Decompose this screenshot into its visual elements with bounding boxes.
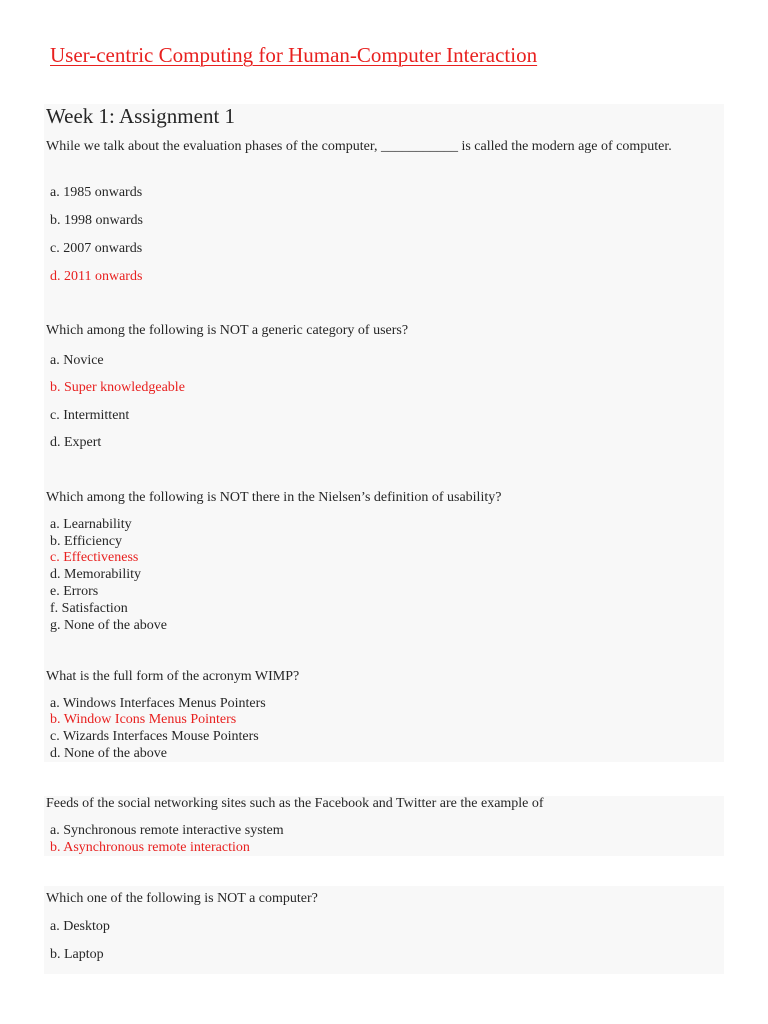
assignment-panel (44, 104, 724, 762)
assignment-title: Week 1: Assignment 1 (46, 104, 236, 128)
answer-option: b. 1998 onwards (50, 213, 143, 228)
answer-option: e. Errors (50, 584, 99, 599)
answer-option: d. None of the above (50, 746, 168, 761)
question-text: Feeds of the social networking sites such as the Facebook and Twitter are the example of (46, 796, 544, 811)
answer-option: c. Intermittent (50, 408, 130, 423)
answer-option: a. Learnability (50, 517, 132, 532)
answer-option: g. None of the above (50, 618, 168, 633)
answer-option: a. Desktop (50, 919, 110, 934)
answer-option: a. Synchronous remote interactive system (50, 823, 284, 838)
answer-option: d. Expert (50, 435, 102, 450)
answer-option: f. Satisfaction (50, 601, 128, 616)
question-text: Which among the following is NOT there in the Nielsen’s definition of usability? (46, 490, 502, 505)
question-text: Which among the following is NOT a generic category of users? (46, 323, 409, 338)
answer-option: b. Efficiency (50, 534, 123, 549)
answer-option: d. Memorability (50, 567, 141, 582)
answer-option: b. Laptop (50, 947, 104, 962)
correct-answer-option: b. Super knowledgeable (50, 380, 185, 395)
question-text: While we talk about the evaluation phases of the computer, ___________ is called the modern age of computer. (46, 139, 672, 154)
question-text: What is the full form of the acronym WIMP? (46, 669, 300, 684)
answer-option: c. 2007 onwards (50, 241, 143, 256)
document-title: User-centric Computing for Human-Computer Interaction (50, 43, 538, 67)
answer-option: a. Windows Interfaces Menus Pointers (50, 696, 266, 711)
correct-answer-option: b. Window Icons Menus Pointers (50, 712, 237, 727)
answer-option: a. 1985 onwards (50, 185, 143, 200)
answer-option: a. Novice (50, 353, 104, 368)
question-text: Which one of the following is NOT a computer? (46, 891, 318, 906)
answer-option: c. Wizards Interfaces Mouse Pointers (50, 729, 259, 744)
correct-answer-option: d. 2011 onwards (50, 269, 143, 284)
correct-answer-option: b. Asynchronous remote interaction (50, 840, 250, 855)
correct-answer-option: c. Effectiveness (50, 550, 139, 565)
